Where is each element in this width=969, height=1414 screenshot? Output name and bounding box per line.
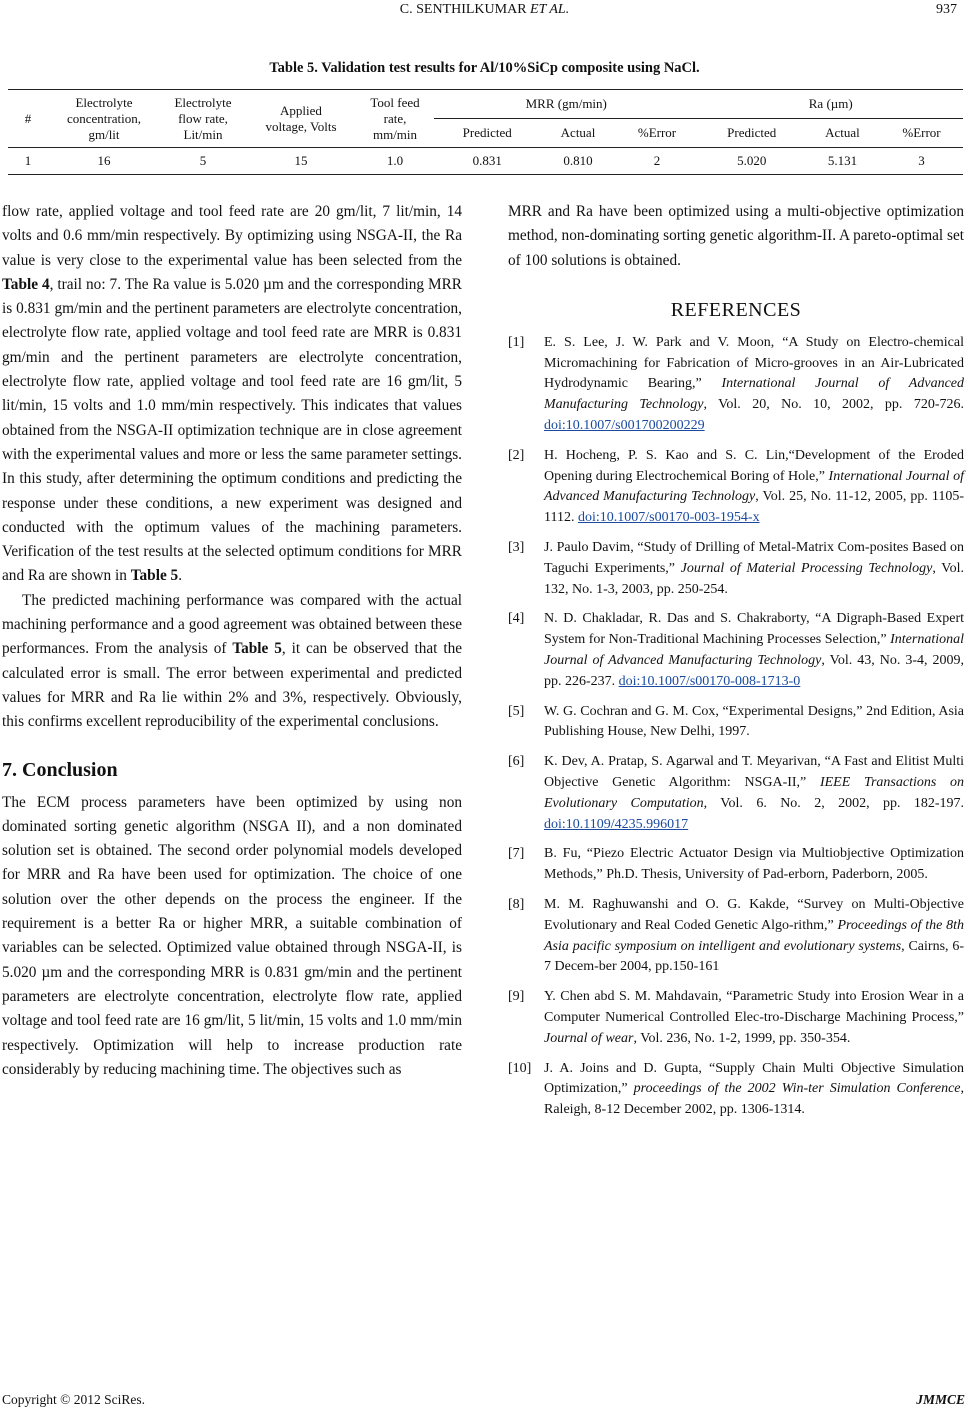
cell-mrr-predicted: 0.831 xyxy=(472,153,502,168)
header-mrr: MRR (gm/min) xyxy=(525,96,607,111)
header-voltage: Applied voltage, Volts xyxy=(265,102,337,134)
cell-feed-rate: 1.0 xyxy=(386,153,404,168)
reference-item: [1] E. S. Lee, J. W. Park and V. Moon, “A Study on Electro-chemical Micromachining for Fabrication of Micro-grooves in an Air-Lubricated Hydrodynamic Bearing,” International Journal of Advanced Manufacturing Technology, Vol. 20, No. 10, 2002, pp. 720-726. doi:10.1007/s001700200229 xyxy=(508,334,964,434)
reference-item: [7] B. Fu, “Piezo Electric Actuator Design via Multiobjective Optimization Methods,” Ph.D. Thesis, University of Pad-erborn, Paderborn, 2005. xyxy=(508,846,964,883)
doi-link[interactable]: doi:10.1007/s001700200229 xyxy=(544,418,705,434)
header-flow-rate: Electrolyte flow rate, Lit/min xyxy=(174,94,232,142)
reference-item: [6] K. Dev, A. Pratap, S. Agarwal and T. Meyarivan, “A Fast and Elitist Multi Objective Genetic Algorithm: NSGA-II,” IEEE Transactions on Evolutionary Computation, Vol. 6. No. 2, 2002, pp. 182-197. doi:10.1109/4235.996017 xyxy=(508,754,965,832)
body-paragraph: The predicted machining performance was compared with the actual machining performance and a good agreement was obtained between these performances. From the analysis of Table 5, it can be observed that the calculated error is small. The error between experimental and predicted values for MRR and Ra lie within 2% and 3%, respectively. Obviously, this confirms excellent reproducibility of the experimental conclusions. xyxy=(2,591,463,731)
reference-number: [1] xyxy=(508,334,525,350)
reference-number: [10] xyxy=(508,1060,532,1076)
cell-number: 1 xyxy=(24,153,32,168)
subheader-ra-error: %Error xyxy=(880,119,963,148)
running-head-authors: C. SENTHILKUMAR xyxy=(399,2,527,17)
reference-item: [5] W. G. Cochran and G. M. Cox, “Experimental Designs,” 2nd Edition, Asia Publishing House, New Delhi, 1997. xyxy=(508,703,964,740)
subheader-ra-predicted: Predicted xyxy=(698,119,804,148)
references-heading: REFERENCES xyxy=(670,298,802,321)
running-head-etal: ET AL. xyxy=(530,2,570,17)
copyright: Copyright © 2012 SciRes. xyxy=(2,1392,146,1407)
reference-number: [5] xyxy=(508,703,525,719)
table-reference[interactable]: Table 4 xyxy=(2,275,50,293)
cell-mrr-error: 2 xyxy=(653,153,661,168)
right-column xyxy=(508,200,964,1130)
body-paragraph: The ECM process parameters have been optimized by using non dominated sorting genetic algorithm (NSGA II), and a non dominated solution set is obtained. The second order polynomial models developed for MRR and Ra have been used for optimization. The choice of one solution over the other depends on the process the engineer. If the requirement is a better Ra or higher MRR, a suitable combination of variables can be selected. Optimized value obtained through NSGA-II, is 5.020 µm and the corresponding MRR is 0.831 gm/min and the pertinent parameters are electrolyte concentration, electrolyte flow rate, applied voltage and tool feed rate are 16 gm/lit, 5 lit/min, 15 volts and 1.0 mm/min respectively. Optimization will help to increase production rate considerably by reducing machining time. The objectives such as xyxy=(2,793,462,1078)
reference-number: [6] xyxy=(508,754,525,770)
page-number: 937 xyxy=(936,2,957,17)
body-paragraph: MRR and Ra have been optimized using a multi-objective optimization method, non-dominating sorting genetic algorithm-II. A pareto-optimal set of 100 solutions is obtained. xyxy=(508,203,964,269)
reference-number: [4] xyxy=(508,611,525,627)
reference-number: [3] xyxy=(508,540,525,556)
doi-link[interactable]: doi:10.1109/4235.996017 xyxy=(544,816,689,832)
table-row xyxy=(8,148,963,175)
page-header xyxy=(0,2,969,26)
reference-item: [2] H. Hocheng, P. S. Kao and S. C. Lin,“Development of the Eroded Opening during Electrochemical Boring of Hole,” International Journal of Advanced Manufacturing Technology, Vol. 25, No. 11-12, 2005, pp. 1105-1112. doi:10.1007/s00170-003-1954-x xyxy=(508,447,965,526)
cell-voltage: 15 xyxy=(294,153,308,168)
left-column xyxy=(2,200,462,1082)
subheader-mrr-predicted: Predicted xyxy=(434,119,540,148)
header-number: # xyxy=(24,110,32,126)
subheader-mrr-actual: Actual xyxy=(540,119,615,148)
reference-number: [7] xyxy=(508,846,525,862)
subheader-ra-actual: Actual xyxy=(805,119,880,148)
table-caption: Table 5. Validation test results for Al/10%SiCp composite using NaCl. xyxy=(269,60,700,76)
journal-name: JMMCE xyxy=(916,1392,965,1407)
cell-ra-error: 3 xyxy=(918,153,925,168)
reference-item: [3] J. Paulo Davim, “Study of Drilling of Metal-Matrix Com-posites Based on Taguchi Experiments,” Journal of Material Processing Technology, Vol. 132, No. 1-3, 2003, pp. 250-254. xyxy=(508,540,964,597)
page-footer xyxy=(0,1392,969,1412)
header-concentration: Electrolyte concentration, gm/lit xyxy=(67,94,141,142)
reference-item: [8] M. M. Raghuwanshi and O. G. Kakde, “Survey on Multi-Objective Evolutionary and Real Coded Genetic Algo-rithm,” Proceedings of the 8th Asia pacific symposium on intelligent and evolutionary systems, Cairns, 6-7 Decem-ber 2004, pp.150-161 xyxy=(508,897,965,975)
cell-flow-rate: 5 xyxy=(199,153,207,168)
cell-ra-actual: 5.131 xyxy=(827,153,858,168)
header-feed-rate: Tool feed rate, mm/min xyxy=(370,94,420,142)
reference-item: [10] J. A. Joins and D. Gupta, “Supply Chain Multi Objective Simulation Optimization,” proceedings of the 2002 Win-ter Simulation Conference, Raleigh, 8-12 December 2002, pp. 1306-1314. xyxy=(508,1060,964,1118)
table-reference[interactable]: Table 5 xyxy=(232,640,282,658)
table-reference[interactable]: Table 5 xyxy=(130,567,179,585)
header-ra: Ra (µm) xyxy=(808,96,853,111)
doi-link[interactable]: doi:10.1007/s00170-008-1713-0 xyxy=(618,673,801,689)
reference-number: [8] xyxy=(508,897,525,913)
cell-concentration: 16 xyxy=(97,153,111,168)
cell-mrr-actual: 0.810 xyxy=(563,153,593,168)
reference-item: [4] N. D. Chakladar, R. Das and S. Chakraborty, “A Digraph-Based Expert System for Non-Traditional Machining Processes Selection,” International Journal of Advanced Manufacturing Technology, Vol. 43, No. 3-4, 2009, pp. 226-237. doi:10.1007/s00170-008-1713-0 xyxy=(508,611,964,689)
reference-item: [9] Y. Chen abd S. M. Mahdavain, “Parametric Study into Erosion Wear in a Computer Numerical Controlled Elec-tro-Discharge Machining Process,” Journal of wear, Vol. 236, No. 1-2, 1999, pp. 350-354. xyxy=(508,989,964,1046)
reference-number: [9] xyxy=(508,989,525,1005)
section-heading: 7. Conclusion xyxy=(2,758,118,781)
reference-number: [2] xyxy=(508,447,525,463)
reference-list xyxy=(508,333,964,1121)
subheader-mrr-error: %Error xyxy=(616,119,699,148)
validation-table xyxy=(8,89,963,175)
running-head xyxy=(0,2,969,18)
cell-ra-predicted: 5.020 xyxy=(737,153,767,168)
table-header-row xyxy=(8,90,963,119)
doi-link[interactable]: doi:10.1007/s00170-003-1954-x xyxy=(577,510,760,526)
body-paragraph: flow rate, applied voltage and tool feed rate are 20 gm/lit, 7 lit/min, 14 volts and 0.6 mm/min respectively. By optimizing using NSGA-II, the Ra value is very close to the experimental value has been selected from the Table 4, trail no: 7. The Ra value is 5.020 µm and the corresponding MRR is 0.831 gm/min and the pertinent parameters are electrolyte concentration, electrolyte flow rate, applied voltage and tool feed rate are MRR is 0.831 gm/min and the pertinent parameters are electrolyte concentration, electrolyte flow rate, applied voltage and tool feed rate are 16 gm/lit, 5 lit/min, 15 volts and 1.0 mm/min respectively. This indicates that values obtained from the NSGA-II optimization technique are in close agreement with the experimental values and more or less the same parameter settings. In this study, after determining the optimum conditions and predicting the response under these conditions, a new experiment was designed and conducted with the optimum values of the machining parameters. Verification of the test results at the selected optimum conditions for MRR and Ra are shown in Table 5. xyxy=(2,203,462,585)
